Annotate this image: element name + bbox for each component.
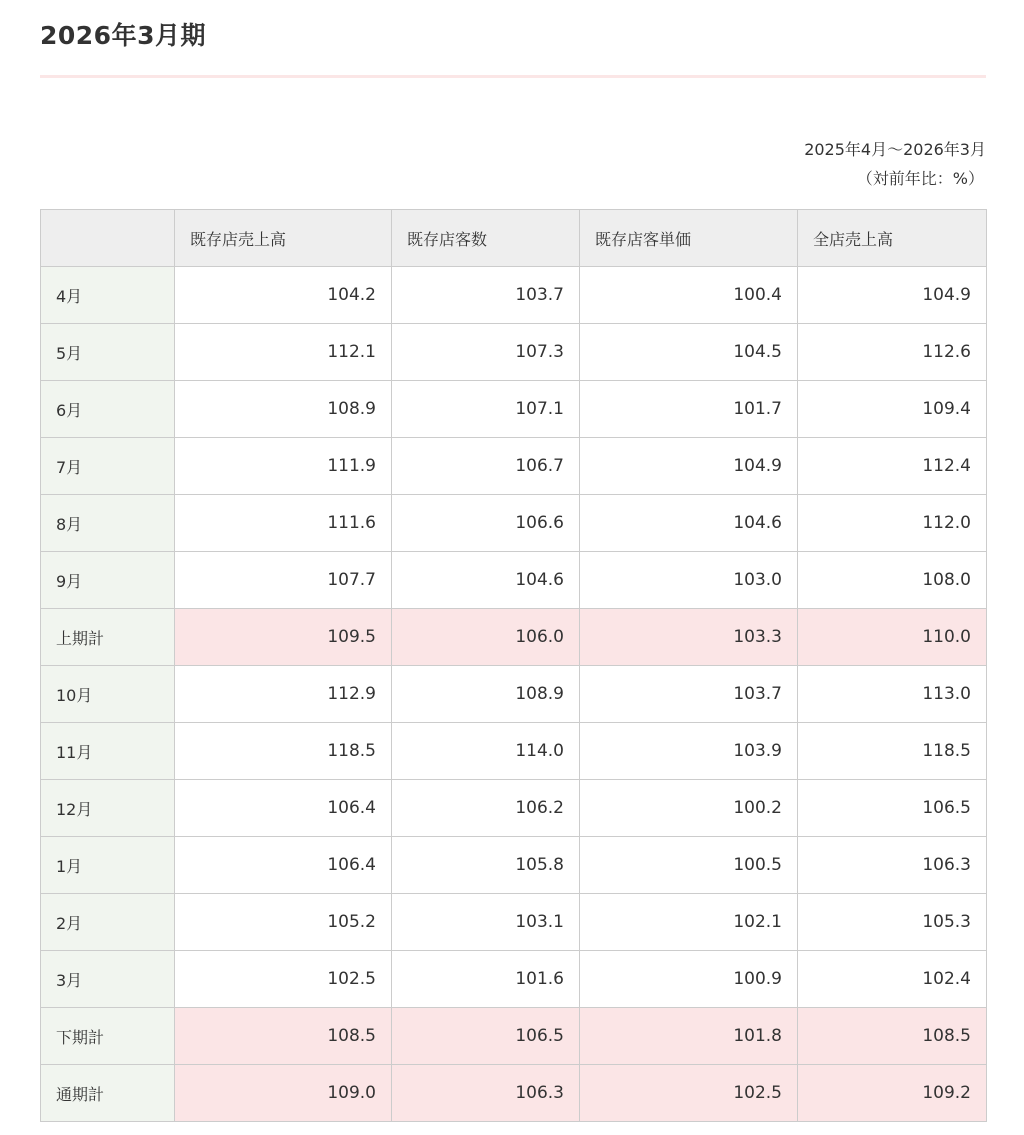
- cell-existing-store-avg-spend: 102.5: [580, 1065, 798, 1122]
- cell-existing-store-avg-spend: 100.9: [580, 951, 798, 1008]
- table-row-subtotal: [41, 609, 987, 666]
- cell-all-store-sales: 110.0: [798, 609, 987, 666]
- cell-existing-store-sales: 112.9: [175, 666, 392, 723]
- title-divider: [40, 75, 986, 78]
- cell-all-store-sales: 109.2: [798, 1065, 987, 1122]
- row-label: 3月: [41, 951, 175, 1008]
- unit-note: （対前年比：%）: [856, 169, 984, 188]
- cell-all-store-sales: 106.3: [798, 837, 987, 894]
- cell-existing-store-sales: 111.6: [175, 495, 392, 552]
- cell-existing-store-sales: 109.0: [175, 1065, 392, 1122]
- row-label: 6月: [41, 381, 175, 438]
- row-label: 1月: [41, 837, 175, 894]
- cell-all-store-sales: 112.0: [798, 495, 987, 552]
- row-label: 12月: [41, 780, 175, 837]
- table-row-subtotal: [41, 1008, 987, 1065]
- cell-existing-store-sales: 106.4: [175, 837, 392, 894]
- cell-existing-store-customers: 106.5: [392, 1008, 580, 1065]
- header-existing-store-avg-spend: 既存店客単価: [580, 210, 798, 267]
- row-label: 7月: [41, 438, 175, 495]
- cell-existing-store-customers: 107.3: [392, 324, 580, 381]
- cell-all-store-sales: 112.6: [798, 324, 987, 381]
- cell-all-store-sales: 108.0: [798, 552, 987, 609]
- row-label: 通期計: [41, 1065, 175, 1122]
- cell-existing-store-customers: 106.0: [392, 609, 580, 666]
- table-row: [41, 267, 987, 324]
- cell-existing-store-sales: 102.5: [175, 951, 392, 1008]
- table-row: [41, 495, 987, 552]
- cell-existing-store-sales: 107.7: [175, 552, 392, 609]
- cell-existing-store-customers: 106.7: [392, 438, 580, 495]
- table-row: [41, 780, 987, 837]
- table-header-row: [41, 210, 987, 267]
- cell-existing-store-customers: 106.6: [392, 495, 580, 552]
- cell-existing-store-avg-spend: 103.9: [580, 723, 798, 780]
- header-existing-store-customers: 既存店客数: [392, 210, 580, 267]
- cell-existing-store-customers: 103.7: [392, 267, 580, 324]
- cell-existing-store-avg-spend: 102.1: [580, 894, 798, 951]
- cell-existing-store-avg-spend: 101.8: [580, 1008, 798, 1065]
- cell-existing-store-avg-spend: 100.2: [580, 780, 798, 837]
- row-label: 上期計: [41, 609, 175, 666]
- row-label: 8月: [41, 495, 175, 552]
- cell-existing-store-sales: 108.5: [175, 1008, 392, 1065]
- cell-existing-store-avg-spend: 101.7: [580, 381, 798, 438]
- cell-all-store-sales: 102.4: [798, 951, 987, 1008]
- cell-existing-store-sales: 108.9: [175, 381, 392, 438]
- table-row: [41, 552, 987, 609]
- cell-existing-store-sales: 105.2: [175, 894, 392, 951]
- row-label: 5月: [41, 324, 175, 381]
- cell-existing-store-sales: 112.1: [175, 324, 392, 381]
- cell-existing-store-avg-spend: 104.5: [580, 324, 798, 381]
- table-row-subtotal: [41, 1065, 987, 1122]
- row-label: 11月: [41, 723, 175, 780]
- table-row: [41, 381, 987, 438]
- table-row: [41, 894, 987, 951]
- cell-existing-store-avg-spend: 104.9: [580, 438, 798, 495]
- header-all-store-sales: 全店売上高: [798, 210, 987, 267]
- cell-all-store-sales: 113.0: [798, 666, 987, 723]
- cell-existing-store-avg-spend: 100.5: [580, 837, 798, 894]
- table-row: [41, 324, 987, 381]
- cell-all-store-sales: 106.5: [798, 780, 987, 837]
- header-existing-store-sales: 既存店売上高: [175, 210, 392, 267]
- table-row: [41, 951, 987, 1008]
- page-title: 2026年3月期: [40, 21, 206, 50]
- cell-existing-store-customers: 104.6: [392, 552, 580, 609]
- cell-all-store-sales: 112.4: [798, 438, 987, 495]
- row-label: 下期計: [41, 1008, 175, 1065]
- table-row: [41, 666, 987, 723]
- cell-existing-store-avg-spend: 100.4: [580, 267, 798, 324]
- table-row: [41, 837, 987, 894]
- table-row: [41, 438, 987, 495]
- cell-existing-store-sales: 106.4: [175, 780, 392, 837]
- row-label: 10月: [41, 666, 175, 723]
- cell-existing-store-avg-spend: 103.0: [580, 552, 798, 609]
- row-label: 9月: [41, 552, 175, 609]
- cell-all-store-sales: 105.3: [798, 894, 987, 951]
- cell-existing-store-customers: 105.8: [392, 837, 580, 894]
- cell-all-store-sales: 104.9: [798, 267, 987, 324]
- cell-existing-store-customers: 106.2: [392, 780, 580, 837]
- cell-all-store-sales: 109.4: [798, 381, 987, 438]
- row-label: 2月: [41, 894, 175, 951]
- period-note: 2025年4月〜2026年3月: [804, 140, 986, 159]
- cell-existing-store-customers: 107.1: [392, 381, 580, 438]
- monthly-results-table: [40, 209, 987, 1122]
- cell-existing-store-customers: 106.3: [392, 1065, 580, 1122]
- cell-existing-store-avg-spend: 104.6: [580, 495, 798, 552]
- cell-existing-store-sales: 118.5: [175, 723, 392, 780]
- cell-all-store-sales: 108.5: [798, 1008, 987, 1065]
- row-label: 4月: [41, 267, 175, 324]
- cell-existing-store-customers: 103.1: [392, 894, 580, 951]
- cell-all-store-sales: 118.5: [798, 723, 987, 780]
- cell-existing-store-sales: 109.5: [175, 609, 392, 666]
- cell-existing-store-sales: 104.2: [175, 267, 392, 324]
- table-row: [41, 723, 987, 780]
- cell-existing-store-customers: 108.9: [392, 666, 580, 723]
- cell-existing-store-customers: 101.6: [392, 951, 580, 1008]
- header-corner: [41, 210, 175, 267]
- cell-existing-store-sales: 111.9: [175, 438, 392, 495]
- cell-existing-store-avg-spend: 103.7: [580, 666, 798, 723]
- cell-existing-store-avg-spend: 103.3: [580, 609, 798, 666]
- cell-existing-store-customers: 114.0: [392, 723, 580, 780]
